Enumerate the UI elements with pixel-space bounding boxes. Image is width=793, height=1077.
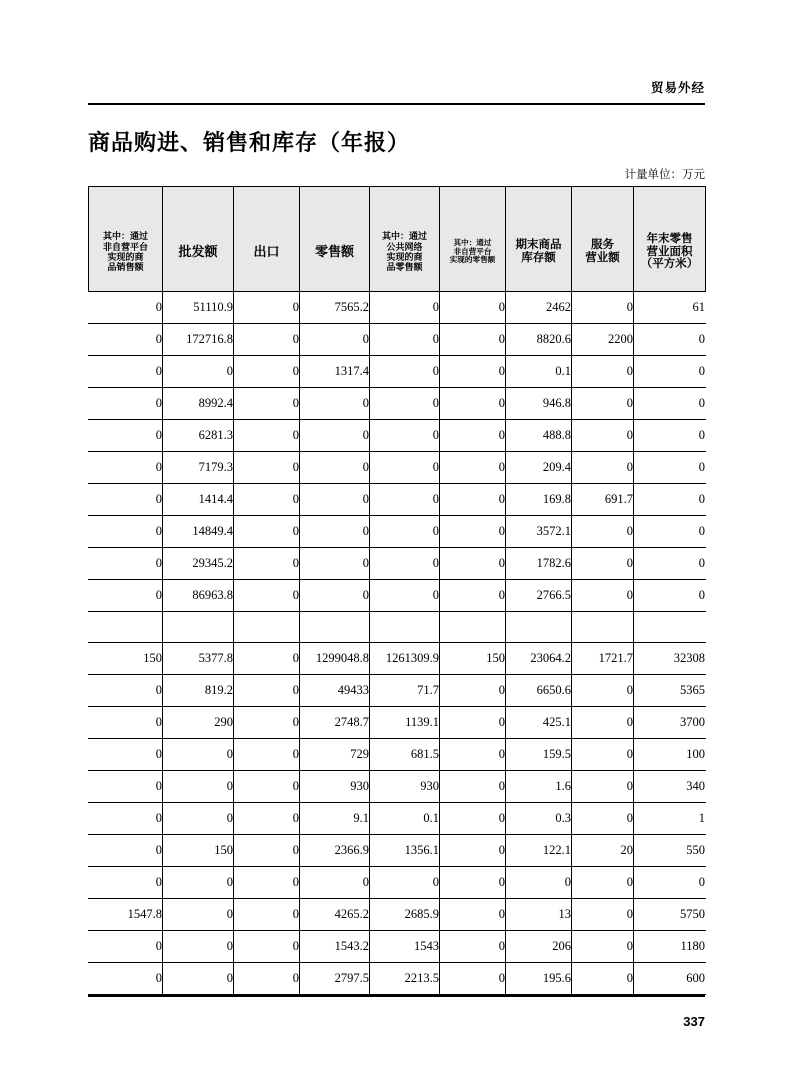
table-cell: 1 xyxy=(634,803,706,835)
table-cell: 0 xyxy=(234,963,300,995)
table-cell: 209.4 xyxy=(506,452,572,484)
table-cell: 0 xyxy=(300,420,370,452)
table-cell: 86963.8 xyxy=(163,580,234,612)
table-cell: 946.8 xyxy=(506,388,572,420)
table-row xyxy=(89,771,706,803)
table-head-spacer-row xyxy=(89,187,706,214)
table-cell: 0 xyxy=(89,292,163,324)
column-header-line: 其中：通过 xyxy=(453,238,492,248)
table-cell: 425.1 xyxy=(506,707,572,739)
table-cell: 0 xyxy=(572,771,634,803)
column-header-line: 其中：通过 xyxy=(102,231,148,242)
table-head xyxy=(89,187,706,292)
table-cell: 0 xyxy=(234,324,300,356)
table-spacer-cell xyxy=(234,612,300,643)
table-cell: 29345.2 xyxy=(163,548,234,580)
table-cell: 0 xyxy=(440,292,506,324)
table-cell: 0 xyxy=(572,516,634,548)
table-row xyxy=(89,867,706,899)
table-cell: 150 xyxy=(89,643,163,675)
table-cell: 159.5 xyxy=(506,739,572,771)
table-cell: 0 xyxy=(506,867,572,899)
table-cell: 0 xyxy=(634,867,706,899)
column-header-online-retail-sales xyxy=(370,213,440,292)
table-cell: 2797.5 xyxy=(300,963,370,995)
table-cell: 6650.6 xyxy=(506,675,572,707)
column-header-line: 出口 xyxy=(253,243,280,259)
table-row xyxy=(89,835,706,867)
table-cell: 0 xyxy=(234,899,300,931)
table-cell: 7565.2 xyxy=(300,292,370,324)
table-cell: 0 xyxy=(234,452,300,484)
table-cell: 691.7 xyxy=(572,484,634,516)
table-cell: 0 xyxy=(572,739,634,771)
table-cell: 0 xyxy=(163,771,234,803)
table-cell: 0 xyxy=(234,420,300,452)
table-cell: 0 xyxy=(234,548,300,580)
column-header-line: 营业面积 xyxy=(646,245,693,258)
column-header-line: 年末零售 xyxy=(646,232,693,245)
table-cell: 1356.1 xyxy=(370,835,440,867)
column-header-line: 零售额 xyxy=(314,243,354,259)
table-cell: 681.5 xyxy=(370,739,440,771)
table-row xyxy=(89,388,706,420)
table-cell: 0 xyxy=(89,963,163,995)
table-cell: 0 xyxy=(440,675,506,707)
column-header-line: （平方米） xyxy=(640,258,699,271)
table-cell: 71.7 xyxy=(370,675,440,707)
table-body xyxy=(89,292,706,995)
table-cell: 0 xyxy=(89,675,163,707)
statistics-table xyxy=(88,186,706,995)
table-cell: 0.1 xyxy=(370,803,440,835)
column-header-line: 实现的商 xyxy=(107,252,144,262)
column-header-line: 营业额 xyxy=(585,252,620,264)
table-cell: 1139.1 xyxy=(370,707,440,739)
table-cell: 0 xyxy=(370,516,440,548)
table-cell: 32308 xyxy=(634,643,706,675)
table-cell: 0 xyxy=(89,548,163,580)
column-header-line: 实现的商 xyxy=(386,252,423,262)
table-cell: 0 xyxy=(572,803,634,835)
table-cell: 340 xyxy=(634,771,706,803)
table-cell: 0 xyxy=(440,420,506,452)
table-cell: 0 xyxy=(440,899,506,931)
table-cell: 0 xyxy=(440,835,506,867)
table-row xyxy=(89,739,706,771)
table-header-row xyxy=(89,213,706,292)
table-cell: 0 xyxy=(300,548,370,580)
table-cell: 0 xyxy=(163,963,234,995)
table-cell: 100 xyxy=(634,739,706,771)
column-header-service-turnover xyxy=(572,213,634,292)
table-cell: 0 xyxy=(89,516,163,548)
table-cell: 0 xyxy=(234,835,300,867)
table-cell: 1317.4 xyxy=(300,356,370,388)
table-cell: 0 xyxy=(634,580,706,612)
table-spacer-cell xyxy=(370,612,440,643)
table-cell: 0 xyxy=(440,324,506,356)
table-cell: 0 xyxy=(300,388,370,420)
table-cell: 1299048.8 xyxy=(300,643,370,675)
head-spacer-cell xyxy=(300,187,370,214)
table-cell: 122.1 xyxy=(506,835,572,867)
table-row xyxy=(89,643,706,675)
table-cell: 0 xyxy=(89,867,163,899)
table-cell: 729 xyxy=(300,739,370,771)
table-cell: 0 xyxy=(89,580,163,612)
table-cell: 13 xyxy=(506,899,572,931)
table-cell: 0 xyxy=(234,643,300,675)
table-cell: 0 xyxy=(234,739,300,771)
table-cell: 0 xyxy=(234,867,300,899)
table-row xyxy=(89,803,706,835)
table-cell: 0 xyxy=(163,931,234,963)
table-cell: 14849.4 xyxy=(163,516,234,548)
table-spacer-cell xyxy=(163,612,234,643)
table-cell: 0 xyxy=(572,580,634,612)
table-bottom-rule xyxy=(88,995,705,997)
table-cell: 5750 xyxy=(634,899,706,931)
table-cell: 0 xyxy=(370,452,440,484)
column-header-wholesale-amount xyxy=(163,213,234,292)
table-cell: 23064.2 xyxy=(506,643,572,675)
table-cell: 20 xyxy=(572,835,634,867)
table-cell: 0 xyxy=(370,484,440,516)
head-spacer-cell xyxy=(89,187,163,214)
table-row xyxy=(89,516,706,548)
table-cell: 0 xyxy=(89,707,163,739)
column-header-line: 服务 xyxy=(591,239,614,252)
table-cell: 1721.7 xyxy=(572,643,634,675)
column-header-export xyxy=(234,213,300,292)
table-cell: 1414.4 xyxy=(163,484,234,516)
table-cell: 169.8 xyxy=(506,484,572,516)
table-cell: 0 xyxy=(300,580,370,612)
column-header-line: 公共网络 xyxy=(386,241,423,252)
table-cell: 0 xyxy=(572,292,634,324)
table-cell: 5377.8 xyxy=(163,643,234,675)
column-header-line: 品零售额 xyxy=(386,262,423,273)
table-cell: 0.3 xyxy=(506,803,572,835)
table-cell: 61 xyxy=(634,292,706,324)
table-cell: 0 xyxy=(163,356,234,388)
table-cell: 0 xyxy=(370,324,440,356)
table-cell: 1261309.9 xyxy=(370,643,440,675)
head-spacer-cell xyxy=(163,187,234,214)
head-spacer-cell xyxy=(572,187,634,214)
table-cell: 0 xyxy=(89,835,163,867)
table-cell: 0 xyxy=(440,803,506,835)
table-cell: 819.2 xyxy=(163,675,234,707)
table-cell: 49433 xyxy=(300,675,370,707)
table-cell: 0 xyxy=(440,388,506,420)
table-cell: 0 xyxy=(440,739,506,771)
head-spacer-cell xyxy=(506,187,572,214)
table-cell: 930 xyxy=(300,771,370,803)
table-cell: 290 xyxy=(163,707,234,739)
table-cell: 600 xyxy=(634,963,706,995)
table-cell: 2462 xyxy=(506,292,572,324)
table-cell: 1543 xyxy=(370,931,440,963)
table-cell: 5365 xyxy=(634,675,706,707)
table-cell: 0 xyxy=(634,324,706,356)
table-spacer-cell xyxy=(506,612,572,643)
column-header-line: 其中：通过 xyxy=(381,231,427,242)
table-cell: 0 xyxy=(370,420,440,452)
column-header-line: 非自营平台 xyxy=(102,241,148,252)
head-spacer-cell xyxy=(234,187,300,214)
head-spacer-cell xyxy=(634,187,706,214)
table-cell: 0 xyxy=(572,899,634,931)
table-cell: 0 xyxy=(370,388,440,420)
table-cell: 0 xyxy=(572,675,634,707)
table-cell: 0 xyxy=(370,356,440,388)
table-cell: 930 xyxy=(370,771,440,803)
table-cell: 0.1 xyxy=(506,356,572,388)
table-cell: 488.8 xyxy=(506,420,572,452)
table-cell: 0 xyxy=(440,548,506,580)
table-cell: 0 xyxy=(572,931,634,963)
table-cell: 550 xyxy=(634,835,706,867)
table-cell: 0 xyxy=(234,388,300,420)
table-cell: 0 xyxy=(234,771,300,803)
table-cell: 0 xyxy=(572,867,634,899)
table-cell: 0 xyxy=(634,484,706,516)
column-header-retail-amount xyxy=(300,213,370,292)
table-cell: 51110.9 xyxy=(163,292,234,324)
table-cell: 3572.1 xyxy=(506,516,572,548)
table-cell: 0 xyxy=(572,420,634,452)
table-cell: 0 xyxy=(572,963,634,995)
table-spacer-cell xyxy=(300,612,370,643)
table-cell: 0 xyxy=(89,803,163,835)
table-cell: 2213.5 xyxy=(370,963,440,995)
table-row xyxy=(89,707,706,739)
table-cell: 0 xyxy=(572,548,634,580)
table-cell: 0 xyxy=(634,516,706,548)
table-cell: 0 xyxy=(440,516,506,548)
table-cell: 0 xyxy=(572,356,634,388)
table-cell: 195.6 xyxy=(506,963,572,995)
table-cell: 0 xyxy=(440,867,506,899)
table-cell: 206 xyxy=(506,931,572,963)
table-cell: 1543.2 xyxy=(300,931,370,963)
column-header-line: 库存额 xyxy=(521,252,556,264)
table-cell: 0 xyxy=(234,580,300,612)
table-row xyxy=(89,356,706,388)
table-cell: 0 xyxy=(634,356,706,388)
table-cell: 0 xyxy=(89,484,163,516)
header-rule xyxy=(88,103,705,105)
head-spacer-cell xyxy=(440,187,506,214)
table-cell: 6281.3 xyxy=(163,420,234,452)
column-header-non-self-platform-sales xyxy=(89,213,163,292)
column-header-ending-inventory xyxy=(506,213,572,292)
table-cell: 0 xyxy=(370,548,440,580)
table-cell: 0 xyxy=(163,739,234,771)
table-cell: 1.6 xyxy=(506,771,572,803)
table-cell: 0 xyxy=(634,548,706,580)
table-cell: 4265.2 xyxy=(300,899,370,931)
table-cell: 150 xyxy=(440,643,506,675)
table-row xyxy=(89,452,706,484)
table-cell: 0 xyxy=(89,931,163,963)
table-cell: 9.1 xyxy=(300,803,370,835)
table-cell: 0 xyxy=(440,356,506,388)
table-spacer-cell xyxy=(634,612,706,643)
table-cell: 0 xyxy=(89,356,163,388)
table-cell: 0 xyxy=(234,803,300,835)
column-header-line: 非自营平台 xyxy=(453,246,492,256)
table-row xyxy=(89,580,706,612)
table-cell: 0 xyxy=(234,707,300,739)
table-row xyxy=(89,899,706,931)
table-cell: 0 xyxy=(440,707,506,739)
column-header-year-end-retail-area xyxy=(634,213,706,292)
column-header-line: 实现的零售额 xyxy=(449,255,496,265)
table-cell: 0 xyxy=(300,867,370,899)
table-cell: 2748.7 xyxy=(300,707,370,739)
table-cell: 0 xyxy=(234,516,300,548)
header-section-label: 贸易外经 xyxy=(650,81,705,95)
column-header-non-self-platform-retail xyxy=(440,213,506,292)
table-cell: 2200 xyxy=(572,324,634,356)
page-title: 商品购进、销售和库存（年报） xyxy=(88,130,411,155)
table-cell: 0 xyxy=(440,484,506,516)
column-header-line: 期末商品 xyxy=(515,239,562,252)
table-cell: 0 xyxy=(89,324,163,356)
table-cell: 0 xyxy=(634,452,706,484)
table-cell: 0 xyxy=(89,452,163,484)
table-row xyxy=(89,548,706,580)
table-cell: 1180 xyxy=(634,931,706,963)
running-header xyxy=(88,78,705,97)
page-number: 337 xyxy=(683,1014,705,1029)
table-cell: 0 xyxy=(89,388,163,420)
table-row xyxy=(89,484,706,516)
table-cell: 0 xyxy=(234,931,300,963)
unit-note: 计量单位：万元 xyxy=(624,169,705,181)
table-cell: 0 xyxy=(440,580,506,612)
table-cell: 0 xyxy=(300,452,370,484)
table-cell: 0 xyxy=(634,420,706,452)
table-cell: 0 xyxy=(89,771,163,803)
table-cell: 172716.8 xyxy=(163,324,234,356)
table-cell: 7179.3 xyxy=(163,452,234,484)
column-header-line: 品销售额 xyxy=(107,262,144,273)
table-cell: 0 xyxy=(163,899,234,931)
table-cell: 8820.6 xyxy=(506,324,572,356)
table-cell: 0 xyxy=(234,675,300,707)
table-row xyxy=(89,420,706,452)
table-row xyxy=(89,675,706,707)
table-cell: 0 xyxy=(370,867,440,899)
column-header-line: 批发额 xyxy=(178,243,218,259)
table-cell: 0 xyxy=(89,420,163,452)
table-cell: 0 xyxy=(300,484,370,516)
table-cell: 0 xyxy=(440,452,506,484)
table-cell: 8992.4 xyxy=(163,388,234,420)
table-cell: 0 xyxy=(234,292,300,324)
table-cell: 1547.8 xyxy=(89,899,163,931)
table-cell: 0 xyxy=(440,931,506,963)
table-cell: 0 xyxy=(234,484,300,516)
table-cell: 0 xyxy=(163,867,234,899)
table-cell: 0 xyxy=(572,707,634,739)
table-cell: 0 xyxy=(163,803,234,835)
table-spacer-row xyxy=(89,612,706,643)
table-row xyxy=(89,324,706,356)
table-cell: 0 xyxy=(572,388,634,420)
table-cell: 1782.6 xyxy=(506,548,572,580)
table-cell: 0 xyxy=(300,324,370,356)
table-cell: 0 xyxy=(370,292,440,324)
table-row xyxy=(89,963,706,995)
table-spacer-cell xyxy=(89,612,163,643)
table-cell: 0 xyxy=(300,516,370,548)
table-cell: 0 xyxy=(89,739,163,771)
table-cell: 3700 xyxy=(634,707,706,739)
table-cell: 0 xyxy=(440,963,506,995)
head-spacer-cell xyxy=(370,187,440,214)
table-spacer-cell xyxy=(440,612,506,643)
table-cell: 0 xyxy=(572,452,634,484)
table-row xyxy=(89,931,706,963)
table-cell: 150 xyxy=(163,835,234,867)
table-cell: 2766.5 xyxy=(506,580,572,612)
table-spacer-cell xyxy=(572,612,634,643)
table-row xyxy=(89,292,706,324)
statistics-table-wrapper xyxy=(88,186,705,997)
table-cell: 0 xyxy=(234,356,300,388)
table-cell: 0 xyxy=(634,388,706,420)
table-cell: 0 xyxy=(370,580,440,612)
table-cell: 2685.9 xyxy=(370,899,440,931)
table-cell: 2366.9 xyxy=(300,835,370,867)
table-cell: 0 xyxy=(440,771,506,803)
